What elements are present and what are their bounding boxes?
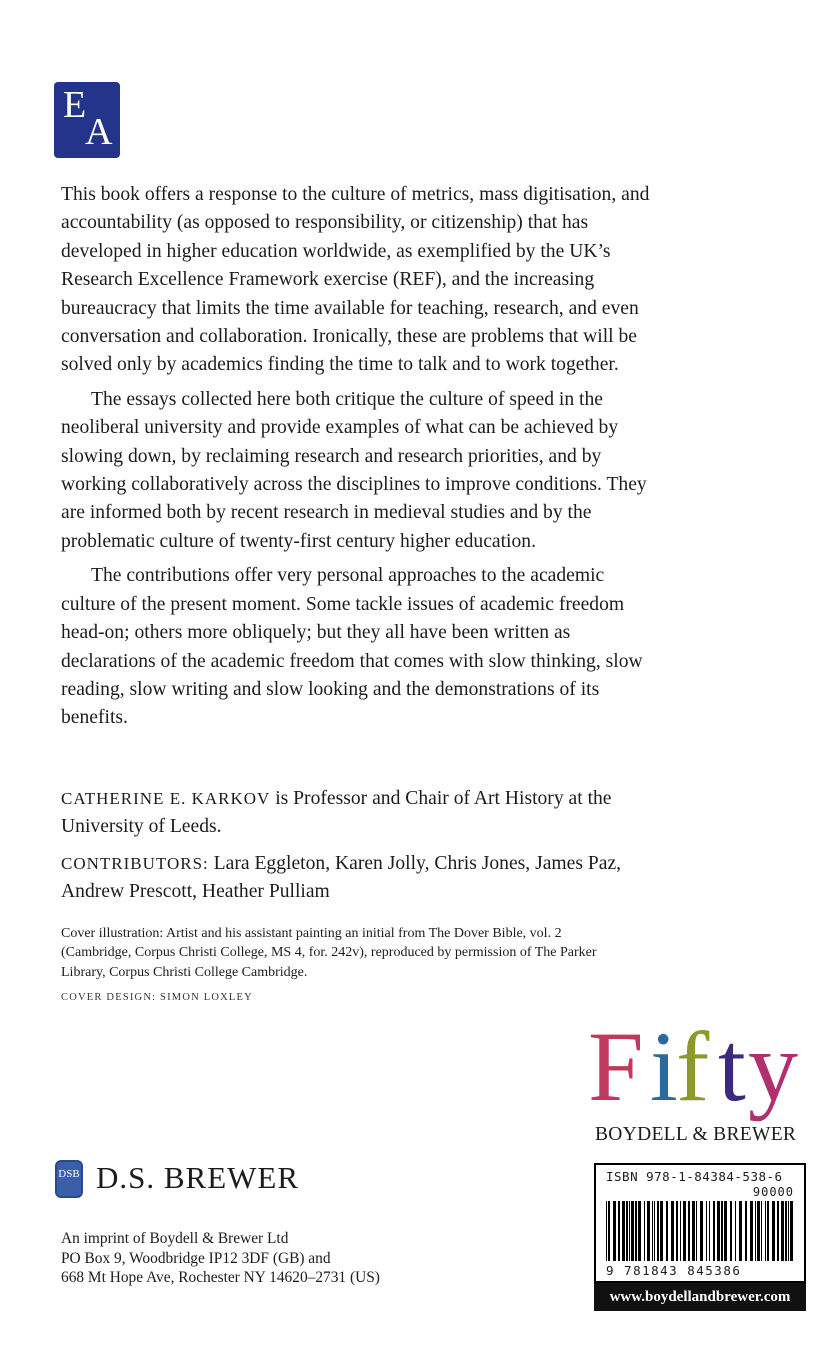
barcode-bars <box>606 1201 796 1261</box>
barcode-bar <box>660 1201 663 1261</box>
contributors-names: Lara Eggleton, Karen Jolly, Chris Jones, James Paz, Andrew Prescott, Heather Pulliam <box>61 853 622 902</box>
fifty-letter-f: F <box>588 1011 644 1122</box>
price-code: 90000 <box>752 1185 794 1199</box>
barcode-bar <box>706 1201 707 1261</box>
barcode-bar <box>739 1201 742 1261</box>
barcode-bar <box>622 1201 625 1261</box>
barcode-bar <box>735 1201 736 1261</box>
fifty-letter-y: y <box>748 1011 798 1122</box>
barcode-bar <box>629 1201 630 1261</box>
blurb-paragraph-1: This book offers a response to the culture of metrics, mass digitisation, and accountability (as opposed to responsibility, or citizenship) that has developed in higher education worldwide, as exemplified by the UK’s Research Excellence Framework exercise (REF), and the increasing bureaucracy that limits the time available for teaching, research, and even conversation and collaboration. Ironically, these are problems that will be solved only by academics finding the time to talk and to work together. <box>61 184 650 376</box>
barcode-bar <box>745 1201 747 1261</box>
barcode-bar <box>613 1201 616 1261</box>
fifty-letter-t: t <box>718 1011 746 1122</box>
ds-brewer-badge-icon: DSB <box>55 1160 83 1198</box>
barcode-bar <box>781 1201 784 1261</box>
publisher-name: D.S. BREWER <box>96 1160 300 1195</box>
barcode-bar <box>647 1201 650 1261</box>
barcode-bar <box>652 1201 653 1261</box>
barcode-bar <box>724 1201 727 1261</box>
barcode-bar <box>709 1201 710 1261</box>
address-line-2: PO Box 9, Woodbridge IP12 3DF (GB) and <box>61 1249 331 1267</box>
barcode-bar <box>757 1201 760 1261</box>
barcode-bar <box>618 1201 620 1261</box>
author-bio <box>61 785 661 841</box>
barcode-bar <box>638 1201 641 1261</box>
barcode-bar <box>788 1201 789 1261</box>
boydell-brewer-label: BOYDELL & BREWER <box>595 1124 797 1145</box>
barcode-bar <box>700 1201 703 1261</box>
barcode-bar <box>676 1201 678 1261</box>
ea-logo <box>54 82 120 158</box>
barcode-bar <box>666 1201 668 1261</box>
blurb-paragraph-2: The essays collected here both critique the culture of speed in the neoliberal university and provide examples of what can be achieved by slowing down, by reclaiming research and research priorities, and by working collaboratively across the disciplines to improve conditions. They are informed both by recent research in medieval studies and by the problematic culture of twenty-first century higher education. <box>61 388 647 552</box>
barcode-bar <box>635 1201 637 1261</box>
barcode-bar <box>767 1201 769 1261</box>
fifty-letter-f2: f <box>676 1011 710 1122</box>
blurb-paragraph-3: The contributions offer very personal approaches to the academic culture of the present moment. Some tackle issues of academic freedom head-on; others more obliquely; but they all have been written as declarations of the academic freedom that comes with slow thinking, slow reading, slow writing and slow looking and the demonstrations of its benefits. <box>61 565 643 729</box>
fifty-logo <box>588 1000 808 1130</box>
publisher-address <box>61 1229 380 1288</box>
contributors <box>61 850 661 906</box>
barcode-bar <box>606 1201 607 1261</box>
website-url: www.boydellandbrewer.com <box>594 1283 806 1311</box>
barcode-bar <box>683 1201 686 1261</box>
contributors-label: CONTRIBUTORS: <box>61 854 209 873</box>
barcode-bar <box>717 1201 720 1261</box>
barcode-box <box>594 1163 806 1283</box>
blurb <box>61 181 651 739</box>
isbn-text: ISBN 978-1-84384-538-6 <box>606 1169 783 1184</box>
barcode-bar <box>688 1201 690 1261</box>
author-bio-text: is Professor and Chair of Art History at the University of Leeds. <box>61 788 612 837</box>
barcode-bar <box>631 1201 634 1261</box>
cover-design-credit: COVER DESIGN: SIMON LOXLEY <box>61 992 253 1003</box>
barcode-bar <box>680 1201 681 1261</box>
barcode-bar <box>696 1201 697 1261</box>
address-line-1: An imprint of Boydell & Brewer Ltd <box>61 1230 289 1247</box>
cover-illustration-caption: Cover illustration: Artist and his assistant painting an initial from The Dover Bible, vol. 2 (Cambridge, Corpus Christi College, MS 4, for. 242v), reproduced by permission of The Parker Library, Corpus Christi College Cambridge. <box>61 926 597 980</box>
barcode-bar <box>790 1201 793 1261</box>
barcode-bar <box>772 1201 775 1261</box>
barcode-bar <box>777 1201 779 1261</box>
barcode-bar <box>626 1201 628 1261</box>
barcode-bar <box>671 1201 674 1261</box>
barcode-bar <box>608 1201 610 1261</box>
barcode-bar <box>713 1201 715 1261</box>
barcode-bar <box>755 1201 756 1261</box>
logo-letter-a: A <box>85 111 113 153</box>
address-line-3: 668 Mt Hope Ave, Rochester NY 14620–2731 (US) <box>61 1269 380 1286</box>
barcode-bar <box>765 1201 766 1261</box>
logo-letter-e: E <box>63 84 87 126</box>
barcode-bar <box>721 1201 723 1261</box>
barcode-bar <box>761 1201 762 1261</box>
barcode-bar <box>730 1201 732 1261</box>
barcode-bar <box>654 1201 655 1261</box>
barcode-bar <box>750 1201 753 1261</box>
author-name: CATHERINE E. KARKOV <box>61 789 271 808</box>
barcode-number: 9 781843 845386 <box>606 1263 742 1278</box>
barcode-bar <box>785 1201 787 1261</box>
barcode-bar <box>644 1201 645 1261</box>
barcode-bar <box>692 1201 695 1261</box>
barcode-bar <box>657 1201 659 1261</box>
fifty-letter-i: i <box>650 1011 678 1122</box>
